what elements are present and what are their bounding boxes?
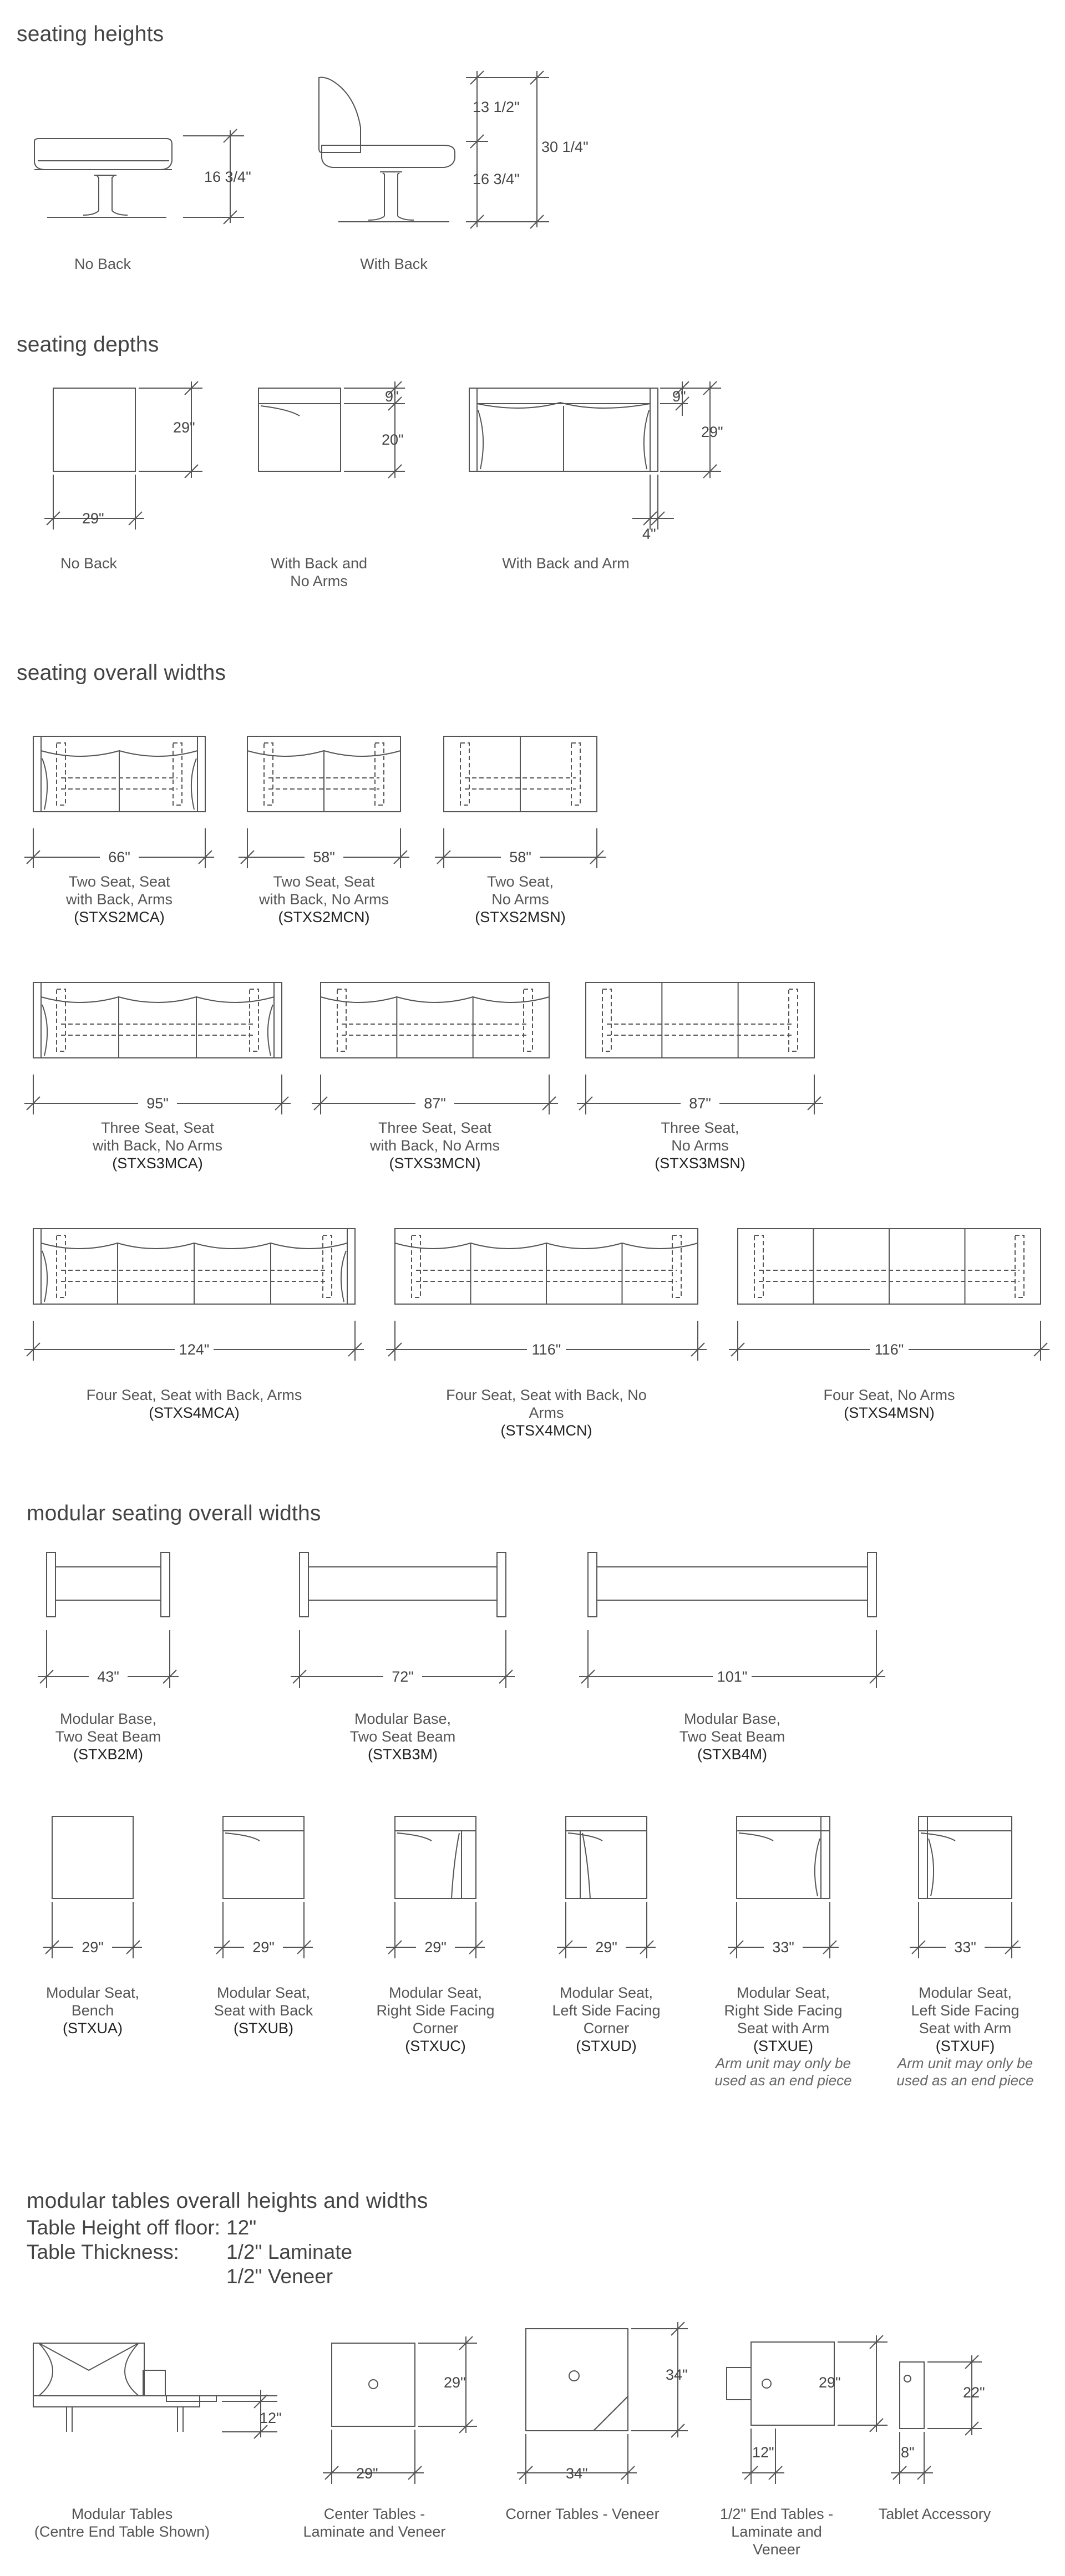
caption-note: Arm unit may only be — [897, 2055, 1033, 2071]
product-code: (STXS3MCN) — [389, 1155, 481, 1172]
sofa-drawing — [312, 982, 558, 1114]
sofa-drawing — [24, 736, 214, 868]
caption-line: Right Side Facing — [724, 2002, 843, 2019]
table-height-label: Table Height off floor: — [27, 2216, 220, 2239]
dim-no-back-depth: 29" — [173, 419, 195, 436]
sofa-width-dim: 66" — [108, 849, 130, 866]
module-drawing — [43, 1816, 142, 1958]
sofa-drawing — [729, 1229, 1049, 1361]
sofa-drawing — [577, 982, 823, 1114]
module-caption — [15, 1984, 170, 2037]
caption-line: Four Seat, Seat with Back, No Arms — [446, 1387, 647, 1421]
caption-line: Two Seat, — [486, 873, 554, 890]
module-caption — [186, 1984, 341, 2037]
caption-note: Arm unit may only be — [715, 2055, 851, 2071]
dim-no-back-height: 16 3/4" — [204, 169, 251, 185]
heading-seating-overall-widths: seating overall widths — [17, 661, 226, 685]
caption-line: Three Seat, Seat — [100, 1119, 215, 1136]
caption-line: Modular Seat, — [45, 1984, 140, 2001]
sofa-caption — [83, 1386, 305, 1422]
dim-back-height: 13 1/2" — [473, 99, 520, 115]
dim-back-arm-arm: 4" — [642, 526, 656, 542]
caption-with-back: With Back — [360, 256, 428, 272]
caption-line: No Arms — [491, 891, 549, 908]
sofa-drawing — [24, 982, 291, 1114]
caption-line: Two Seat Beam — [679, 1728, 785, 1745]
dim-back-no-arms-back: 9" — [385, 388, 399, 405]
sofa-drawing — [239, 736, 409, 868]
caption-line: Two Seat, Seat — [68, 873, 170, 890]
module-caption — [888, 1984, 1043, 2089]
caption-line: 1/2" End Tables - — [719, 2506, 834, 2522]
caption-line: With Back and — [270, 555, 368, 572]
caption-line: No Arms — [671, 1137, 729, 1154]
sofa-width-dim: 58" — [509, 849, 531, 866]
dim-back-arm-total: 29" — [701, 424, 723, 440]
product-code: (STXUF) — [935, 2038, 995, 2054]
module-drawing — [386, 1816, 485, 1958]
product-code: (STXUE) — [753, 2038, 813, 2054]
caption-line: with Back, No Arms — [92, 1137, 223, 1154]
caption-line: Modular Tables — [71, 2506, 173, 2522]
stool-with-back-drawing — [319, 78, 455, 222]
module-width-dim: 33" — [772, 1939, 794, 1956]
dim-end-table-width: 12" — [752, 2444, 774, 2461]
product-code: (STXUA) — [63, 2020, 123, 2037]
table-height-value: 12" — [226, 2216, 257, 2239]
caption-no-back: No Back — [74, 256, 131, 272]
caption-line: Modular Base, — [59, 1710, 157, 1727]
caption-line: Laminate and Veneer — [303, 2523, 446, 2540]
dim-end-table-depth: 29" — [819, 2374, 841, 2391]
dim-corner-table-width: 34" — [566, 2465, 588, 2482]
caption-depth-back-no-arms — [244, 554, 394, 590]
caption-line: (Centre End Table Shown) — [34, 2523, 210, 2540]
table-thickness-label: Table Thickness: — [27, 2241, 179, 2263]
dim-center-table-depth: 29" — [444, 2374, 466, 2391]
sofa-caption — [589, 1119, 811, 1172]
sofa-width-dim: 116" — [874, 1341, 904, 1358]
sofa-drawing — [435, 736, 606, 868]
caption-line: Right Side Facing — [376, 2002, 495, 2019]
product-code: (STXS3MSN) — [655, 1155, 746, 1172]
caption-depth-back-arm: With Back and Arm — [502, 555, 630, 572]
depth-back-no-arms-drawing — [258, 381, 405, 478]
dim-seat-height: 16 3/4" — [473, 171, 520, 187]
caption-line: Two Seat Beam — [55, 1728, 161, 1745]
caption-line: Modular Seat, — [736, 1984, 830, 2001]
tablet-drawing — [891, 2355, 982, 2484]
caption-end-tables — [710, 2505, 843, 2558]
beam-width-dim: 101" — [717, 1668, 748, 1685]
sofa-width-dim: 124" — [179, 1341, 210, 1358]
sofa-width-dim: 87" — [689, 1095, 711, 1112]
beam-drawing — [291, 1552, 515, 1688]
product-code: (STXB3M) — [367, 1746, 438, 1763]
beam-drawing — [38, 1552, 179, 1688]
module-width-dim: 29" — [424, 1939, 447, 1956]
heading-modular-tables: modular tables overall heights and widths — [27, 2189, 428, 2213]
dim-back-no-arms-seat: 20" — [382, 431, 404, 448]
beam-drawing — [579, 1552, 885, 1688]
product-code: (STXB2M) — [73, 1746, 143, 1763]
caption-modular-tables — [22, 2505, 222, 2541]
beams-group — [38, 1552, 885, 1688]
sofa-width-dim: 58" — [313, 849, 335, 866]
caption-line: Veneer — [753, 2541, 800, 2558]
module-drawing — [910, 1816, 1021, 1958]
module-drawing — [214, 1816, 313, 1958]
caption-corner-tables: Corner Tables - Veneer — [505, 2506, 660, 2522]
caption-line: No Arms — [290, 573, 348, 589]
table-thickness-laminate: 1/2" Laminate — [226, 2241, 353, 2263]
product-code: (STXS2MCN) — [278, 909, 370, 925]
table-specs — [27, 2216, 352, 2289]
caption-line: with Back, No Arms — [258, 891, 389, 908]
module-width-dim: 29" — [82, 1939, 104, 1956]
sofa-drawing — [24, 1229, 364, 1361]
caption-line: Corner — [583, 2020, 630, 2037]
dim-total-height: 30 1/4" — [541, 139, 589, 155]
beam-width-dim: 43" — [97, 1668, 119, 1685]
caption-line: Modular Seat, — [216, 1984, 311, 2001]
sofa-caption — [778, 1386, 1000, 1422]
caption-line: Center Tables - — [323, 2506, 425, 2522]
end-table-drawing — [727, 2335, 888, 2484]
beam-width-dim: 72" — [392, 1668, 414, 1685]
caption-tablet: Tablet Accessory — [878, 2506, 991, 2522]
table-thickness-veneer: 1/2" Veneer — [226, 2265, 333, 2288]
caption-line: Modular Seat, — [559, 1984, 653, 2001]
caption-line: Seat with Back — [214, 2002, 313, 2019]
caption-line: Three Seat, Seat — [378, 1119, 492, 1136]
dim-back-arm-back: 9" — [672, 388, 686, 405]
module-caption — [706, 1984, 861, 2089]
sofa-caption — [8, 873, 230, 926]
beam-caption — [19, 1710, 197, 1763]
caption-line: Laminate and — [731, 2523, 822, 2540]
sofa-width-dim: 95" — [146, 1095, 169, 1112]
heading-seating-depths: seating depths — [17, 333, 159, 357]
product-code: (STSX4MCN) — [500, 1422, 592, 1439]
product-code: (STXUB) — [234, 2020, 293, 2037]
beam-caption — [314, 1710, 491, 1763]
caption-note: used as an end piece — [896, 2072, 1034, 2089]
corner-table-drawing — [517, 2322, 688, 2484]
sofa-caption — [435, 1386, 657, 1439]
caption-line: Four Seat, Seat with Back, Arms — [86, 1387, 302, 1403]
caption-line: Two Seat, Seat — [273, 873, 375, 890]
sofa-width-dim: 87" — [424, 1095, 446, 1112]
caption-line: Modular Base, — [683, 1710, 781, 1727]
caption-line: Two Seat Beam — [349, 1728, 456, 1745]
stool-no-back-drawing — [34, 139, 172, 217]
caption-note: used as an end piece — [714, 2072, 852, 2089]
caption-line: Modular Base, — [354, 1710, 452, 1727]
sofa-caption — [47, 1119, 268, 1172]
dim-center-table-width: 29" — [356, 2465, 378, 2482]
product-code: (STXUC) — [405, 2038, 466, 2054]
module-caption — [358, 1984, 513, 2055]
modules-group — [43, 1816, 1021, 1958]
beam-caption — [643, 1710, 821, 1763]
module-width-dim: 33" — [954, 1939, 976, 1956]
caption-line: Corner — [412, 2020, 459, 2037]
caption-line: with Back, Arms — [65, 891, 173, 908]
caption-line: Seat with Arm — [737, 2020, 830, 2037]
product-code: (STXS4MCA) — [149, 1404, 240, 1421]
caption-line: Left Side Facing — [911, 2002, 1020, 2019]
caption-line: Bench — [71, 2002, 114, 2019]
sofa-width-dim: 116" — [531, 1341, 561, 1358]
seating-sofas-group — [24, 736, 1049, 1361]
dim-corner-table-depth: 34" — [666, 2366, 688, 2383]
sofa-drawing — [386, 1229, 707, 1361]
product-code: (STXS3MCA) — [112, 1155, 203, 1172]
heading-seating-heights: seating heights — [17, 22, 164, 46]
with-back-dimensions — [466, 71, 549, 228]
caption-center-tables — [300, 2505, 449, 2541]
product-code: (STXB4M) — [697, 1746, 767, 1763]
dim-tablet-width: 8" — [901, 2444, 915, 2461]
product-code: (STXUD) — [576, 2038, 637, 2054]
caption-line: Left Side Facing — [552, 2002, 661, 2019]
module-caption — [529, 1984, 684, 2055]
product-code: (STXS4MSN) — [844, 1404, 935, 1421]
dim-no-back-width: 29" — [82, 510, 104, 527]
dim-modular-table-height: 12" — [260, 2410, 282, 2426]
product-code: (STXS2MCA) — [74, 909, 165, 925]
module-width-dim: 29" — [252, 1939, 275, 1956]
sofa-caption — [213, 873, 435, 926]
caption-depth-no-back: No Back — [60, 555, 118, 572]
caption-line: Modular Seat, — [918, 1984, 1012, 2001]
caption-line: Four Seat, No Arms — [823, 1387, 955, 1403]
modular-table-drawing — [33, 2343, 277, 2438]
sofa-caption — [324, 1119, 546, 1172]
heading-modular-seating-widths: modular seating overall widths — [27, 1501, 321, 1525]
dim-tablet-depth: 22" — [963, 2384, 985, 2401]
sofa-caption — [409, 873, 631, 926]
module-drawing — [557, 1816, 656, 1958]
product-code: (STXS2MSN) — [475, 909, 566, 925]
module-drawing — [728, 1816, 839, 1958]
center-table-drawing — [323, 2336, 477, 2484]
caption-line: with Back, No Arms — [369, 1137, 500, 1154]
depth-no-back-drawing — [44, 381, 202, 530]
caption-line: Three Seat, — [661, 1119, 739, 1136]
caption-line: Seat with Arm — [919, 2020, 1012, 2037]
caption-line: Modular Seat, — [388, 1984, 483, 2001]
module-width-dim: 29" — [595, 1939, 617, 1956]
